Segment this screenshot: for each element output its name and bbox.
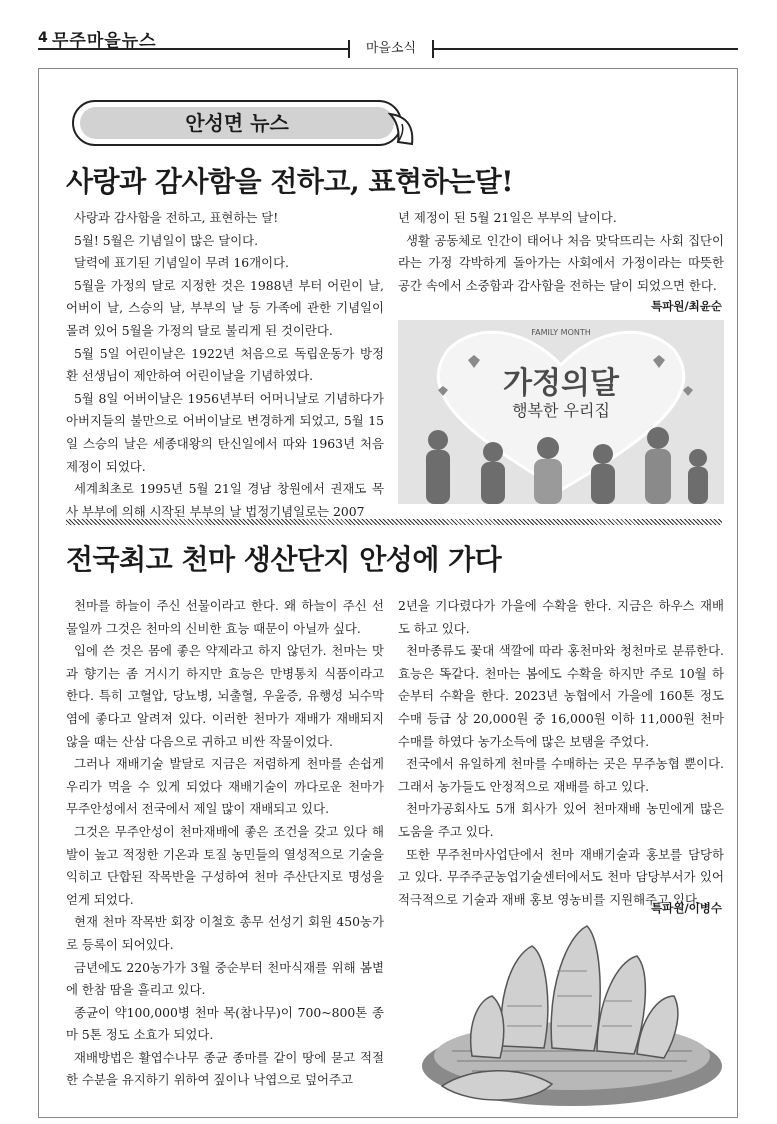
paragraph: 천마를 하늘이 주신 선물이라고 한다. 왜 하늘이 주신 선물일까 그것은 천마의 신비한 효능 때문이 아닐까 싶다. [66, 598, 384, 636]
section-label: 마을소식 [348, 40, 434, 58]
paragraph: 그러나 재배기술 발달로 지금은 저렴하게 천마를 손쉽게 우리가 먹을 수 있게 되었다 재배기술이 까다로운 천마가 무주안성에서 전국에서 제일 많이 재배되고 있다. [66, 756, 384, 817]
article1-headline: 사랑과 감사함을 전하고, 표현하는달! [66, 165, 514, 198]
masthead-logo: 무주마을뉴스 [52, 31, 157, 51]
article2-byline: 특파원/이병수 [651, 901, 722, 915]
image-subtitle: 행복한 우리집 [512, 401, 610, 420]
paragraph: 5월 8일 어버이날은 1956년부터 어머니날로 기념하다가 아버지들의 불만으로 어버이날로 변경하게 되었고, 5월 15일 스승의 날은 세종대왕의 탄신일에서 따와 1963년 처음 제정이 되었다. [66, 390, 384, 474]
paragraph: 천마종류도 꽃대 색깔에 따라 홍천마와 청천마로 분류한다. 효능은 똑같다. 천마는 봄에도 수확을 하지만 주로 10월 하순부터 수확을 한다. 2023년 농협에서 가을에 160톤 정도 수매 등급 상 20,000원 중 16,000원 이하 11,000원 천마수매를 하였다 농가소득에 많은 보탬을 주었다. [398, 643, 724, 749]
paragraph: 5월을 가정의 달로 지정한 것은 1988년 부터 어린이 날, 어버이 날, 스승의 날, 부부의 날 등 가족에 관한 기념일이 몰려 있어 5월을 가정의 달로 불리게 된 것이란다. [66, 277, 384, 338]
paragraph: 달력에 표기된 기념일이 무려 16개이다. [74, 255, 289, 271]
paragraph: 입에 쓴 것은 몸에 좋은 약제라고 하지 않던가. 천마는 맛과 향기는 좀 거시기 하지만 효능은 만병통치 식품이라고 한다. 특히 고혈압, 당뇨병, 뇌출혈, 우울증, 유행성 뇌수막염에 좋다고 알려져 있다. 이러한 천마가 재배가 재배되지 않을 때는 산삼 다음으로 귀하고 비싼 작물이었다. [66, 643, 384, 749]
image-small-caption: FAMILY MONTH [531, 328, 591, 337]
image-title: 가정의달 [503, 366, 619, 401]
paragraph: 현재 천마 작목반 회장 이철호 총무 선성기 회원 450농가로 등록이 되어있다. [66, 914, 384, 952]
paragraph: 사랑과 감사함을 전하고, 표현하는 달! [74, 210, 279, 225]
article-divider [66, 519, 722, 525]
paragraph: 또한 무주천마사업단에서 천마 재배기술과 홍보를 담당하고 있다. 무주주군농업기술센터에서도 천마 담당부서가 있어 적극적으로 기술과 재배 홍보 영농비를 지원해주고 있다. [398, 846, 724, 907]
paragraph: 종균이 약100,000병 천마 목(참나무)이 700~800톤 종마 5톤 정도 소효가 되었다. [66, 1004, 384, 1043]
article2-left-column [66, 595, 384, 1092]
family-month-image [398, 320, 724, 504]
cheonma-basket-image [412, 916, 724, 1112]
page-number: 4 [38, 30, 48, 46]
article1-byline: 특파원/최윤순 [651, 299, 722, 313]
paragraph: 5월! 5월은 기념일이 많은 달이다. [74, 232, 259, 248]
article2-headline: 전국최고 천마 생산단지 안성에 가다 [66, 543, 502, 576]
tab-curl-icon [388, 112, 416, 146]
paragraph: 천마가공회사도 5개 회사가 있어 천마재배 농민에게 많은 도움을 주고 있다. [398, 801, 724, 839]
paragraph: 재배방법은 활엽수나무 종균 종마를 같이 땅에 묻고 적절한 수분을 유지하기 위하여 짚이나 낙엽으로 덮어주고 [66, 1049, 384, 1088]
article1-left-column [66, 207, 384, 523]
paragraph: 그것은 무주안성이 천마재배에 좋은 조건을 갖고 있다 해발이 높고 적정한 기온과 토질 농민들의 열성적으로 기술을 익히고 단합된 작목반을 구성하여 천마 주산단지로 명성을 얻게 되었다. [66, 823, 384, 907]
article1-right-column [398, 207, 724, 297]
section-tab [72, 100, 402, 146]
article2-right-column [398, 595, 724, 911]
paragraph: 금년에도 220농가가 3월 중순부터 천마식재를 위해 봄볕에 한참 땀을 흘리고 있다. [66, 959, 384, 998]
paragraph: 2년을 기다렸다가 가을에 수확을 한다. 지금은 하우스 재배도 하고 있다. [398, 598, 724, 636]
paragraph: 전국에서 유일하게 천마를 수매하는 곳은 무주농협 뿐이다. 그래서 농가들도 안정적으로 재배를 하고 있다. [398, 756, 724, 794]
paragraph: 생활 공동체로 인간이 태어나 처음 맞닥뜨리는 사회 집단이라는 가정 각박하게 돌아가는 사회에서 가정이라는 따뜻한 공간 속에서 소중함과 감사함을 전하는 달이 되었으면 한다. [398, 232, 724, 293]
paragraph: 년 제정이 된 5월 21일은 부부의 날이다. [398, 210, 617, 225]
paragraph: 세계최초로 1995년 5월 21일 경남 창원에서 권재도 목사 부부에 의해 시작된 부부의 날 법정기념일로는 2007 [66, 481, 384, 519]
section-tab-label: 안성면 뉴스 [80, 107, 394, 139]
paragraph: 5월 5일 어린이날은 1922년 처음으로 독립운동가 방정환 선생님이 제안하여 어린이날을 기념하였다. [66, 345, 384, 384]
